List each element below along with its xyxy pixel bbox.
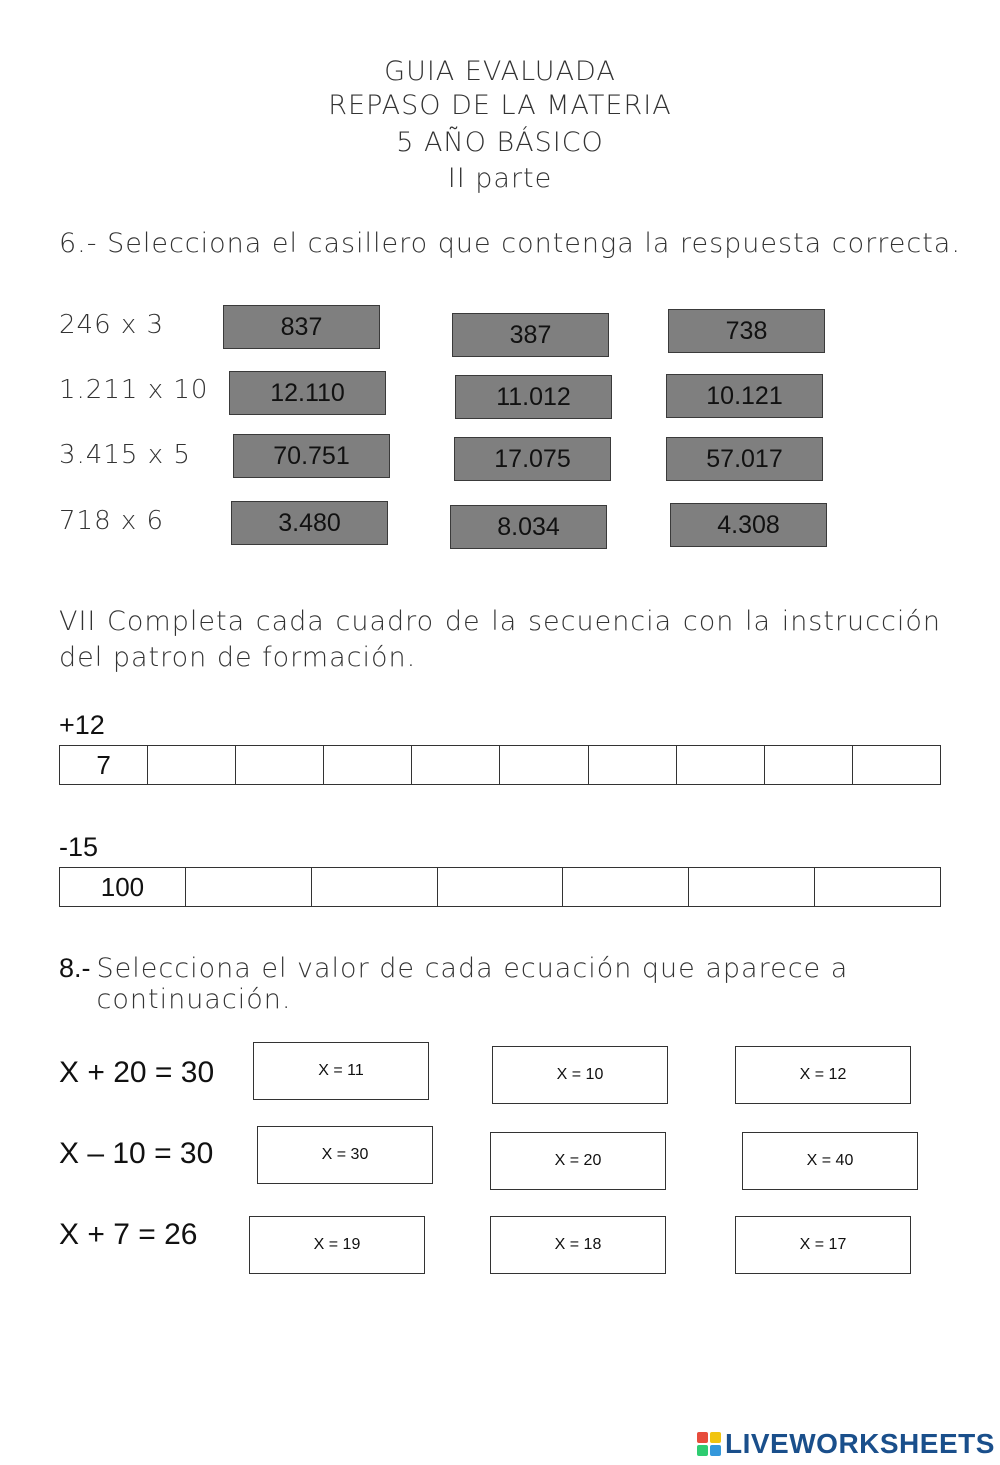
liveworksheets-logo (697, 1428, 995, 1460)
title-line-4: II parte (447, 163, 553, 194)
q8-row-3-option-1[interactable]: X = 19 (249, 1216, 425, 1274)
sequence-2-table (59, 867, 941, 907)
sequence-2-input[interactable] (312, 867, 441, 907)
title-line-1: GUIA EVALUADA (384, 56, 616, 87)
q6-row-1-option-1[interactable]: 837 (223, 305, 380, 349)
q6-row-3-label: 3.415 x 5 (59, 440, 191, 470)
sequence-2-cell[interactable] (815, 868, 941, 907)
q8-row-3-option-2[interactable]: X = 18 (490, 1216, 666, 1274)
sequence-1-input[interactable] (853, 745, 944, 785)
q8-row-2-option-2[interactable]: X = 20 (490, 1132, 666, 1190)
q6-row-4-option-1[interactable]: 3.480 (231, 501, 388, 545)
q8-row-1-option-2[interactable]: X = 10 (492, 1046, 668, 1104)
title-line-2: REPASO DE LA MATERIA (328, 90, 672, 121)
sequence-2-input[interactable] (438, 867, 567, 907)
q8-row-1-option-3[interactable]: X = 12 (735, 1046, 911, 1104)
sequence-1-cell[interactable] (588, 746, 676, 785)
sequence-1-cell[interactable] (852, 746, 940, 785)
sequence-1-cell[interactable] (500, 746, 588, 785)
q8-row-2-option-3[interactable]: X = 40 (742, 1132, 918, 1190)
sequence-2-input[interactable] (186, 867, 315, 907)
q8-row-2-equation: X – 10 = 30 (59, 1137, 214, 1170)
logo-square (710, 1432, 721, 1443)
sequence-1-cell[interactable] (236, 746, 324, 785)
q6-row-1-option-2[interactable]: 387 (452, 313, 609, 357)
sequence-2-cell[interactable] (437, 868, 563, 907)
sequence-1-cell[interactable] (324, 746, 412, 785)
q8-row-3-equation: X + 7 = 26 (59, 1218, 198, 1251)
q8-row-3-option-3[interactable]: X = 17 (735, 1216, 911, 1274)
sequence-2-start: 100 (60, 868, 186, 907)
sequence-1-input[interactable] (412, 745, 503, 785)
sequence-1-start: 7 (60, 746, 148, 785)
sequence-2-input[interactable] (815, 867, 944, 907)
sequence-1-cell[interactable] (148, 746, 236, 785)
sequence-1-input[interactable] (236, 745, 327, 785)
sequence-1-input[interactable] (148, 745, 239, 785)
sequence-2-cell[interactable] (185, 868, 311, 907)
sequence-2-cell[interactable] (311, 868, 437, 907)
sequence-1-cell[interactable] (676, 746, 764, 785)
logo-square (697, 1445, 708, 1456)
logo-squares-icon (697, 1432, 721, 1456)
q8-heading (59, 953, 941, 1015)
q6-row-2-option-3[interactable]: 10.121 (666, 374, 823, 418)
q6-heading: 6.- Selecciona el casillero que contenga la respuesta correcta. (59, 228, 961, 259)
sequence-1-input[interactable] (765, 745, 856, 785)
q6-row-4-option-3[interactable]: 4.308 (670, 503, 827, 547)
logo-text: LIVEWORKSHEETS (725, 1428, 995, 1459)
sequence-1-input[interactable] (500, 745, 591, 785)
sequence-1-input[interactable] (677, 745, 768, 785)
sequence-2-cell[interactable] (689, 868, 815, 907)
q8-row-1-equation: X + 20 = 30 (59, 1056, 215, 1089)
q6-row-2-option-2[interactable]: 11.012 (455, 375, 612, 419)
logo-square (697, 1432, 708, 1443)
q6-row-3-option-3[interactable]: 57.017 (666, 437, 823, 481)
sequence-2-input[interactable] (689, 867, 818, 907)
sequence-1-input[interactable] (589, 745, 680, 785)
q6-row-3-option-1[interactable]: 70.751 (233, 434, 390, 478)
q6-row-1-option-3[interactable]: 738 (668, 309, 825, 353)
q6-row-3-option-2[interactable]: 17.075 (454, 437, 611, 481)
sequence-2-rule: -15 (59, 832, 99, 862)
q6-row-1-label: 246 x 3 (59, 310, 165, 340)
sequence-1-rule: +12 (59, 710, 105, 740)
logo-square (710, 1445, 721, 1456)
sequence-1-cell[interactable] (764, 746, 852, 785)
title-line-3: 5 AÑO BÁSICO (396, 127, 604, 158)
q8-row-2-option-1[interactable]: X = 30 (257, 1126, 433, 1184)
sequence-1-table (59, 745, 941, 785)
sequence-1-cell[interactable] (412, 746, 500, 785)
sequence-2-cell[interactable] (563, 868, 689, 907)
sequence-1-input[interactable] (324, 745, 415, 785)
q6-row-2-label: 1.211 x 10 (59, 375, 209, 405)
q8-row-1-option-1[interactable]: X = 11 (253, 1042, 429, 1100)
q6-row-4-label: 718 x 6 (59, 506, 165, 536)
q8-heading-text: Selecciona el valor de cada ecuación que aparece a continuación. (96, 953, 849, 1015)
sequence-2-input[interactable] (563, 867, 692, 907)
q7-heading: VII Completa cada cuadro de la secuencia con la instrucción del patron de formación. (59, 606, 941, 673)
q8-heading-number: 8.- (59, 953, 91, 983)
q6-row-4-option-2[interactable]: 8.034 (450, 505, 607, 549)
q6-row-2-option-1[interactable]: 12.110 (229, 371, 386, 415)
